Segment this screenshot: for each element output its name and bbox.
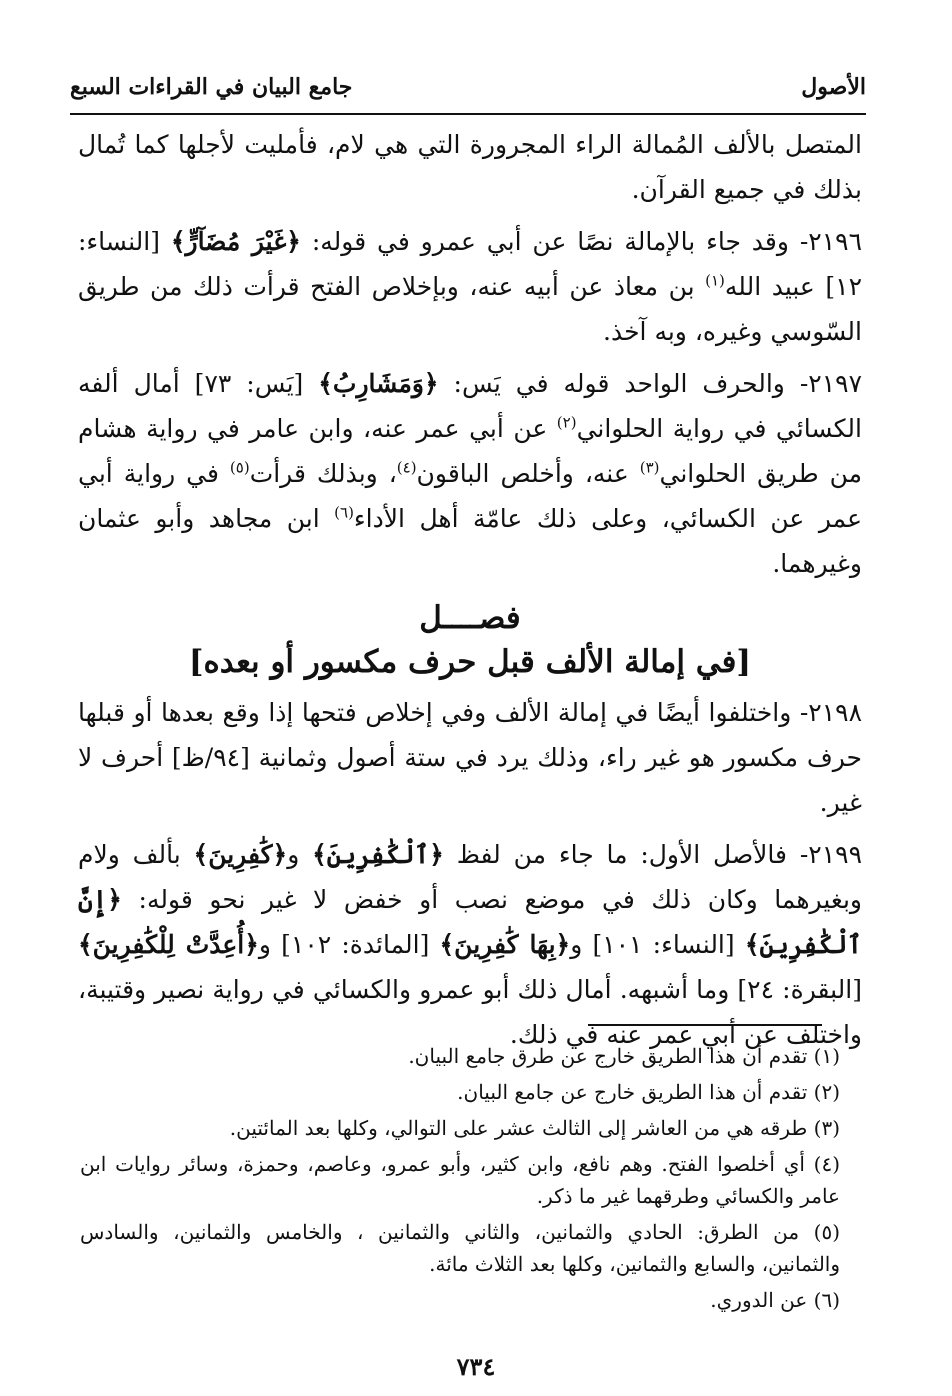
footnote-ref: (٥): [229, 458, 250, 477]
section-heading: [78, 596, 862, 684]
footnote-ref: (٢): [556, 413, 577, 432]
footnote-ref: (٦): [334, 503, 354, 522]
paragraph-continuation: المتصل بالألف المُمالة الراء المجرورة التي هي لام، فأمليت لأجلها كما تُمال بذلك في جميع القرآن.: [78, 130, 862, 204]
header-rule: [70, 113, 866, 115]
chapter-title: الأصول: [801, 74, 866, 100]
paragraph-2198: ٢١٩٨- واختلفوا أيضًا في إمالة الألف وفي إخلاص فتحها إذا وقع بعدها أو قبلها حرف مكسور هو غير راء، وذلك يرد في ستة أصول وثمانية [٩٤/ظ] أحرف لا غير.: [78, 698, 862, 817]
quran-quote: ﴿كَٰفِرِينَ﴾: [193, 840, 288, 869]
paragraph-2197: ٢١٩٧- والحرف الواحد قوله في يَس: ﴿وَمَشَارِبُ﴾ [يَس: ٧٣] أمال ألفه الكسائي في رواية الحلواني$^{(٢)}$ عن أبي عمر عنه، وابن عامر في رواية هشام من طريق الحلواني$^{(٣)}$ عنه، وأخلص الباقون$^{(٤)}$، وبذلك قرأت$^{(٥)}$ في رواية أبي عمر عن الكسائي، وعلى ذلك عامّة أهل الأداء$^{(٦)}$ ابن مجاهد وأبو عثمان وغيرهما.: [78, 369, 862, 578]
footnote: (٢) تقدم أن هذا الطريق خارج عن جامع البيان.: [457, 1080, 840, 1104]
footnote: (٦) عن الدوري.: [710, 1288, 840, 1312]
section-label: فصــــل: [419, 600, 521, 636]
quran-quote: ﴿بِهَا كَٰفِرِينَ﴾: [439, 930, 571, 959]
footnotes: [80, 1040, 840, 1320]
page-number: ٧٣٤: [456, 1352, 496, 1381]
quran-quote: ﴿ٱلْكَٰفِرِينَ﴾: [312, 840, 444, 869]
quran-quote: ﴿وَمَشَارِبُ﴾: [318, 369, 439, 398]
footnote-separator: [588, 1024, 822, 1026]
section-title: [في إمالة الألف قبل حرف مكسور أو بعده]: [188, 644, 752, 680]
footnote: (٣) طرقه هي من العاشر إلى الثالث عشر على التوالي، وكلها بعد المائتين.: [229, 1116, 840, 1140]
footnote-ref: (١): [705, 271, 725, 290]
main-text: [78, 122, 862, 1064]
footnote-ref: (٣): [639, 458, 660, 477]
quran-quote: ﴿أُعِدَّتْ لِلْكَٰفِرِينَ﴾: [78, 930, 259, 959]
footnote: (١) تقدم أن هذا الطريق خارج عن طرق جامع البيان.: [408, 1044, 840, 1068]
paragraph-2196: ٢١٩٦- وقد جاء بالإمالة نصًا عن أبي عمرو في قوله: ﴿غَيْرَ مُضَآرٍّ﴾ [النساء: ١٢] عبيد الله$^{(١)}$ بن معاذ عن أبيه عنه، وبإخلاص الفتح قرأت ذلك من طريق السّوسي وغيره، وبه آخذ.: [78, 227, 862, 346]
footnote: (٥) من الطرق: الحادي والثمانين، والثاني والثمانين ، والخامس والثمانين، والسادس والثمانين، والسابع والثمانين، وكلها بعد الثلاث مائة.: [80, 1220, 840, 1276]
paragraph-2199: ٢١٩٩- فالأصل الأول: ما جاء من لفظ ﴿ٱلْكَٰفِرِينَ﴾ و﴿كَٰفِرِينَ﴾ بألف ولام وبغيرهما وكان ذلك في موضع نصب أو خفض لا غير نحو قوله: ﴿إِنَّ ٱلْكَٰفِرِينَ﴾ [النساء: ١٠١] و﴿بِهَا كَٰفِرِينَ﴾ [المائدة: ١٠٢] و﴿أُعِدَّتْ لِلْكَٰفِرِينَ﴾ [البقرة: ٢٤] وما أشبهه. أمال ذلك أبو عمرو والكسائي في رواية نصير وقتيبة، واختلف عن أبي عمر عنه في ذلك.: [78, 840, 862, 1049]
quran-quote: ﴿غَيْرَ مُضَآرٍّ﴾: [170, 227, 301, 256]
quran-quote: ﴿إِنَّ ٱلْكَٰفِرِينَ﴾: [78, 885, 862, 959]
footnote: (٤) أي أخلصوا الفتح. وهم نافع، وابن كثير، وأبو عمرو، وعاصم، وحمزة، وسائر روايات ابن عامر والكسائي وطرقهما غير ما ذكر.: [80, 1152, 840, 1208]
running-header: [70, 68, 866, 108]
book-title: جامع البيان في القراءات السبع: [70, 74, 353, 100]
footnote-ref: (٤): [396, 458, 417, 477]
